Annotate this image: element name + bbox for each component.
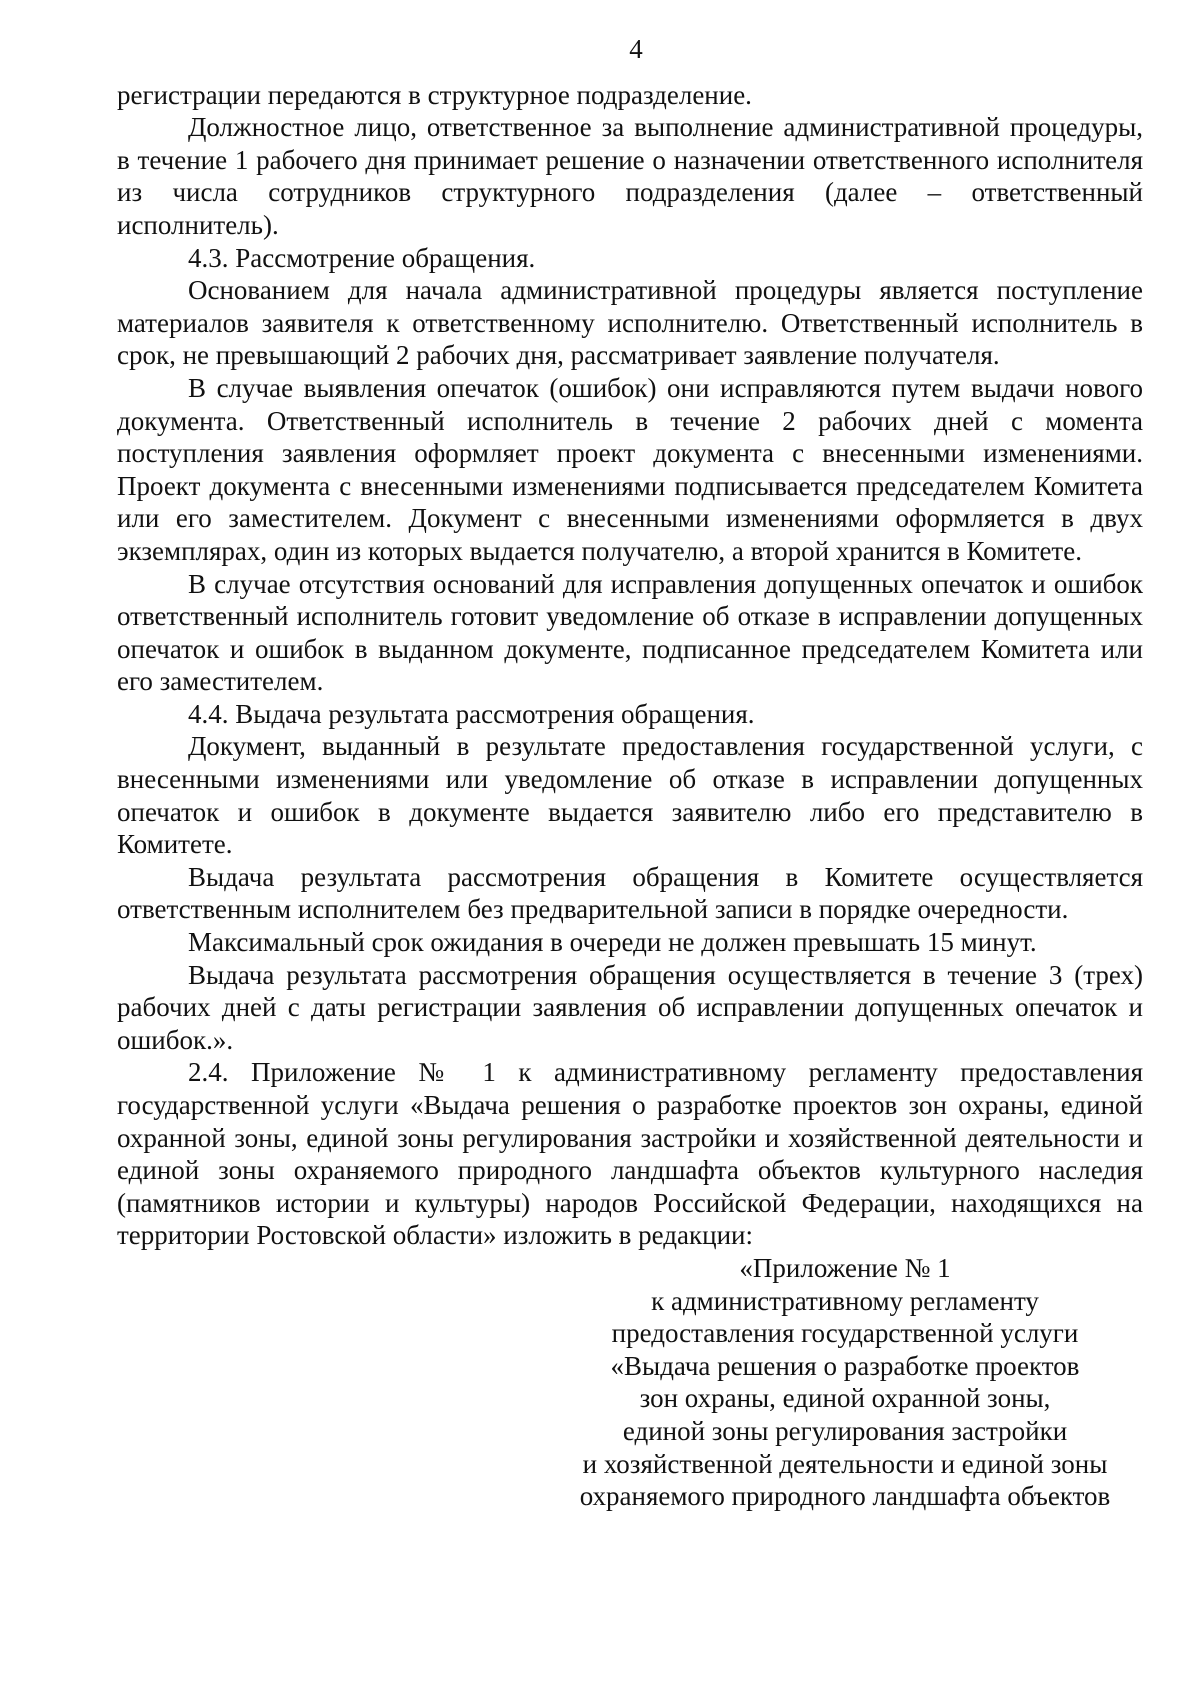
paragraph: Должностное лицо, ответственное за выполнение административной процедуры, в течение 1 рабочего дня принимает решение о назначении ответственного исполнителя из числа сотрудников структурного подразделения (далее – ответственный исполнитель). xyxy=(117,112,1143,240)
paragraph: Выдача результата рассмотрения обращения осуществляется в течение 3 (трех) рабочих дней с даты регистрации заявления об исправлении допущенных опечаток и ошибок.». xyxy=(117,959,1143,1055)
paragraph: Максимальный срок ожидания в очереди не должен превышать 15 минут. xyxy=(188,927,1037,958)
paragraph: регистрации передаются в структурное подразделение. xyxy=(117,79,752,110)
annex-line: предоставления государственной услуги xyxy=(611,1318,1079,1349)
annex-line: «Выдача решения о разработке проектов xyxy=(610,1350,1080,1381)
paragraph: 2.4. Приложение № 1 к административному регламенту предоставления государственной услуги «Выдача решения о разработке проектов зон охраны, единой охранной зоны, единой зоны регулирования застройки и хозяйственной деятельности и единой зоны охраняемого природного ландшафта объектов культурного наследия (памятников истории и культуры) народов Российской Федерации, находящихся на территории Ростовской области» изложить в редакции: xyxy=(117,1057,1143,1251)
annex-line: к административному регламенту xyxy=(651,1285,1039,1316)
paragraph: Основанием для начала административной процедуры является поступление материалов заявителя к ответственному исполнителю. Ответственный исполнитель в срок, не превышающий 2 рабочих дня, рассматривает заявление получателя. xyxy=(117,275,1143,371)
annex-line: охраняемого природного ландшафта объектов xyxy=(579,1481,1111,1512)
annex-line: зон охраны, единой охранной зоны, xyxy=(639,1383,1051,1414)
paragraph: Выдача результата рассмотрения обращения в Комитете осуществляется ответственным исполнителем без предварительной записи в порядке очередности. xyxy=(117,861,1143,925)
paragraph: Документ, выданный в результате предоставления государственной услуги, с внесенными изменениями или уведомление об отказе в исправлении допущенных опечаток и ошибок в документе выдается заявителю либо его представителю в Комитете. xyxy=(117,731,1143,860)
section-heading: 4.4. Выдача результата рассмотрения обращения. xyxy=(188,698,755,729)
annex-line: «Приложение № 1 xyxy=(739,1252,951,1283)
paragraph: В случае отсутствия оснований для исправления допущенных опечаток и ошибок ответственный исполнитель готовит уведомление об отказе в исправлении допущенных опечаток и ошибок в выданном документе, подписанное председателем Комитета или его заместителем. xyxy=(117,568,1143,697)
annex-header xyxy=(117,1252,1143,1513)
section-heading: 4.3. Рассмотрение обращения. xyxy=(188,242,536,273)
annex-line: единой зоны регулирования застройки xyxy=(622,1415,1068,1446)
annex-line: и хозяйственной деятельности и единой зоны xyxy=(582,1448,1108,1479)
page-number: 4 xyxy=(629,34,643,64)
paragraph: В случае выявления опечаток (ошибок) они исправляются путем выдачи нового документа. Ответственный исполнитель в течение 2 рабочих дней с момента поступления заявления оформляет проект документа с внесенными изменениями. Проект документа с внесенными изменениями подписывается председателем Комитета или его заместителем. Документ с внесенными изменениями оформляется в двух экземплярах, один из которых выдается получателю, а второй хранится в Комитете. xyxy=(117,372,1143,566)
